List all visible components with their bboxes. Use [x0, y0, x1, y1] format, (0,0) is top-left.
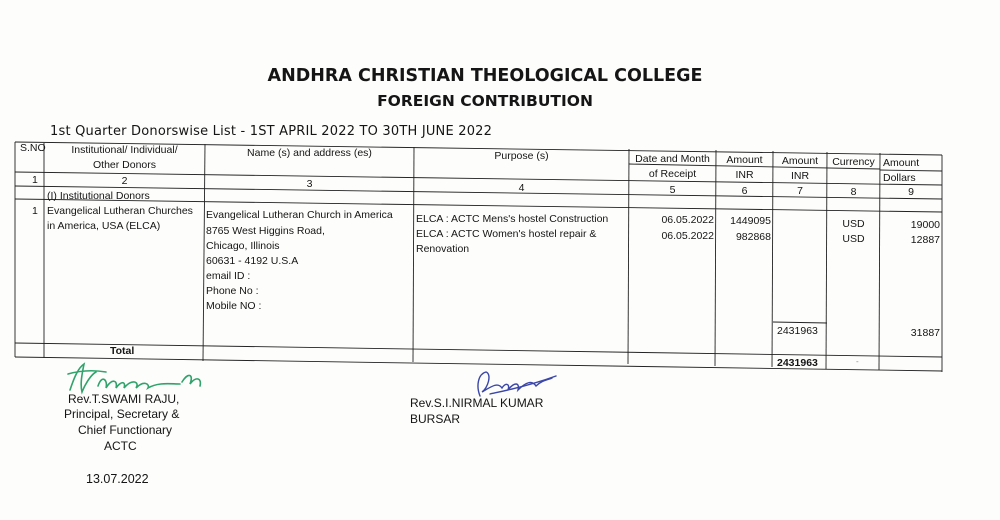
principal-title-2: Chief Functionary: [78, 423, 173, 437]
period-caption: 1st Quarter Donorswise List - 1ST APRIL 2022 TO 30TH JUNE 2022: [50, 124, 493, 139]
header-amount-usd-line2: Dollars: [883, 172, 916, 184]
col-number-1: 1: [32, 174, 38, 186]
col-number-7: 7: [797, 185, 803, 197]
total-label: Total: [110, 345, 135, 357]
donor-name-line2: in America, USA (ELCA): [47, 220, 161, 232]
address-line-3: Chicago, Illinois: [206, 240, 280, 252]
col-number-5: 5: [669, 184, 676, 196]
address-line-mobile: Mobile NO :: [206, 300, 262, 312]
header-amount-inr2-line2: INR: [790, 170, 810, 182]
amount-usd-1: 19000: [910, 219, 940, 231]
header-amount-inr-line2: INR: [735, 169, 754, 181]
principal-name: Rev.T.SWAMI RAJU,: [68, 392, 180, 406]
address-line-2: 8765 West Higgins Road,: [206, 225, 325, 237]
receipt-date-1: 06.05.2022: [661, 214, 714, 226]
header-sno: S.NO: [20, 142, 46, 154]
principal-org: ACTC: [104, 439, 137, 453]
header-currency: Currency: [832, 156, 875, 168]
receipt-date-2: 06.05.2022: [661, 230, 714, 242]
principal-title-1: Principal, Secretary &: [64, 407, 180, 421]
header-amount-inr-line1: Amount: [726, 154, 763, 166]
col-number-9: 9: [908, 186, 914, 198]
header-name-address: Name (s) and address (es): [247, 147, 372, 159]
purpose-line-2: ELCA : ACTC Women's hostel repair &: [416, 228, 597, 240]
col-number-4: 4: [518, 182, 525, 194]
address-line-phone: Phone No :: [206, 285, 259, 297]
amount-inr-2: 982868: [735, 231, 771, 243]
address-line-1: Evangelical Lutheran Church in America: [206, 209, 393, 221]
amount-usd-2: 12887: [910, 234, 940, 246]
header-date-line2: of Receipt: [648, 168, 697, 180]
principal-signature: [62, 360, 212, 396]
col-number-8: 8: [850, 186, 857, 198]
address-line-email: email ID :: [206, 270, 251, 282]
header-amount-inr2-line1: Amount: [781, 155, 819, 167]
bursar-signature: [468, 366, 568, 400]
header-donor-type-line1: Institutional/ Individual/: [71, 144, 178, 156]
currency-1: USD: [842, 218, 865, 230]
section-label: (I) Institutional Donors: [47, 190, 150, 202]
address-line-4: 60631 - 4192 U.S.A: [206, 255, 299, 267]
subtotal-usd: 31887: [910, 327, 940, 339]
col-number-2: 2: [121, 175, 128, 187]
purpose-line-3: Renovation: [416, 243, 470, 255]
col-number-3: 3: [306, 178, 313, 190]
header-date-line1: Date and Month: [635, 153, 710, 165]
total-mark: -: [856, 357, 859, 366]
header-purpose: Purpose (s): [494, 150, 549, 162]
purpose-line-1: ELCA : ACTC Mens's hostel Construction: [416, 213, 609, 225]
total-inr: 2431963: [777, 357, 818, 369]
subtotal-inr: 2431963: [777, 325, 818, 337]
college-title: ANDHRA CHRISTIAN THEOLOGICAL COLLEGE: [267, 66, 703, 86]
report-subtitle: FOREIGN CONTRIBUTION: [377, 92, 593, 110]
row-sno: 1: [32, 205, 38, 217]
bursar-title: BURSAR: [410, 412, 461, 426]
currency-2: USD: [842, 233, 865, 245]
header-donor-type-line2: Other Donors: [92, 159, 157, 171]
donor-name-line1: Evangelical Lutheran Churches: [47, 205, 193, 217]
col-number-6: 6: [741, 185, 748, 197]
amount-inr-1: 1449095: [730, 215, 771, 227]
bursar-name: Rev.S.I.NIRMAL KUMAR: [410, 396, 544, 410]
header-amount-usd-line1: Amount: [883, 157, 920, 169]
signature-date: 13.07.2022: [86, 472, 149, 486]
